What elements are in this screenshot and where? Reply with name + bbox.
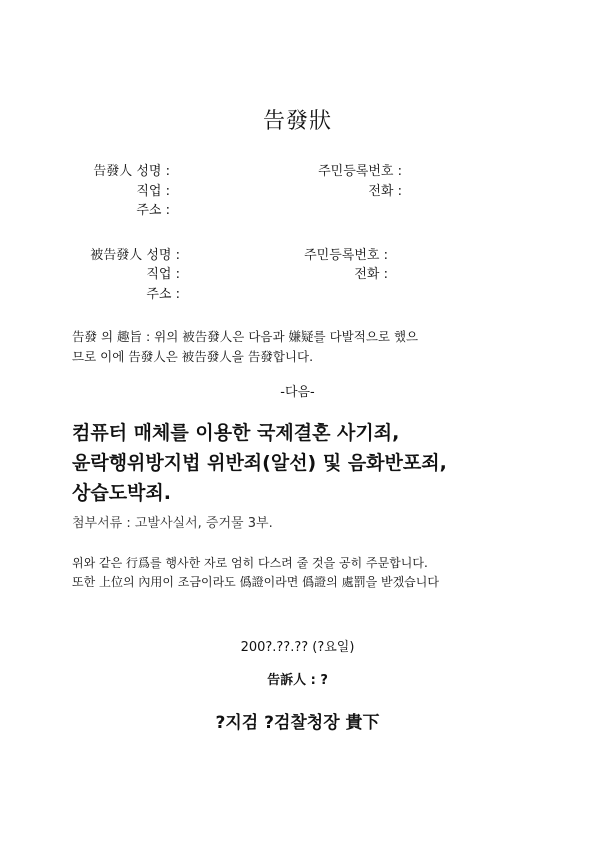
complainant-address-label: 주소 : (136, 203, 170, 218)
signer-line: 告訴人 : ? (267, 673, 328, 688)
accused-phone-label: 전화 : (354, 267, 388, 282)
attachments-line: 첨부서류 : 고발사실서, 증거물 3부. (72, 516, 273, 531)
charge-3: 상습도박죄. (72, 482, 171, 504)
statement-line-1: 위와 같은 行爲를 행사한 자로 엄히 다스려 줄 것을 공히 주문합니다. (72, 556, 428, 570)
complainant-job-label: 직업 : (136, 184, 170, 199)
statement-line-2: 또한 上位의 內用이 조금이라도 僞證이라면 僞證의 處罰을 받겠습니다 (72, 575, 439, 589)
document-title: 告發狀 (262, 109, 332, 134)
complainant-resident-no-label: 주민등록번호 : (318, 164, 402, 179)
accused-job-label: 직업 : (146, 267, 180, 282)
charge-2: 윤락행위방지법 위반죄(알선) 및 음화반포죄, (72, 452, 447, 474)
accused-resident-no-label: 주민등록번호 : (304, 248, 388, 263)
complainant-name-label: 告發人 성명 : (93, 164, 170, 179)
addressee-line: ?지검 ?검찰청장 貴下 (215, 713, 380, 733)
document-date: 200?.??.?? (?요일) (240, 640, 355, 655)
purpose-line-1: 告發 의 趣旨 : 위의 被告發人은 다음과 嫌疑를 다발적으로 했으 (72, 329, 419, 344)
complainant-phone-label: 전화 : (368, 184, 402, 199)
purpose-line-2: 므로 이에 告發人은 被告發人을 告發합니다. (72, 349, 314, 364)
divider-text: -다음- (280, 385, 315, 400)
accused-name-label: 被告發人 성명 : (90, 248, 180, 263)
accused-address-label: 주소 : (146, 287, 180, 302)
charge-1: 컴퓨터 매체를 이용한 국제결혼 사기죄, (72, 422, 400, 444)
